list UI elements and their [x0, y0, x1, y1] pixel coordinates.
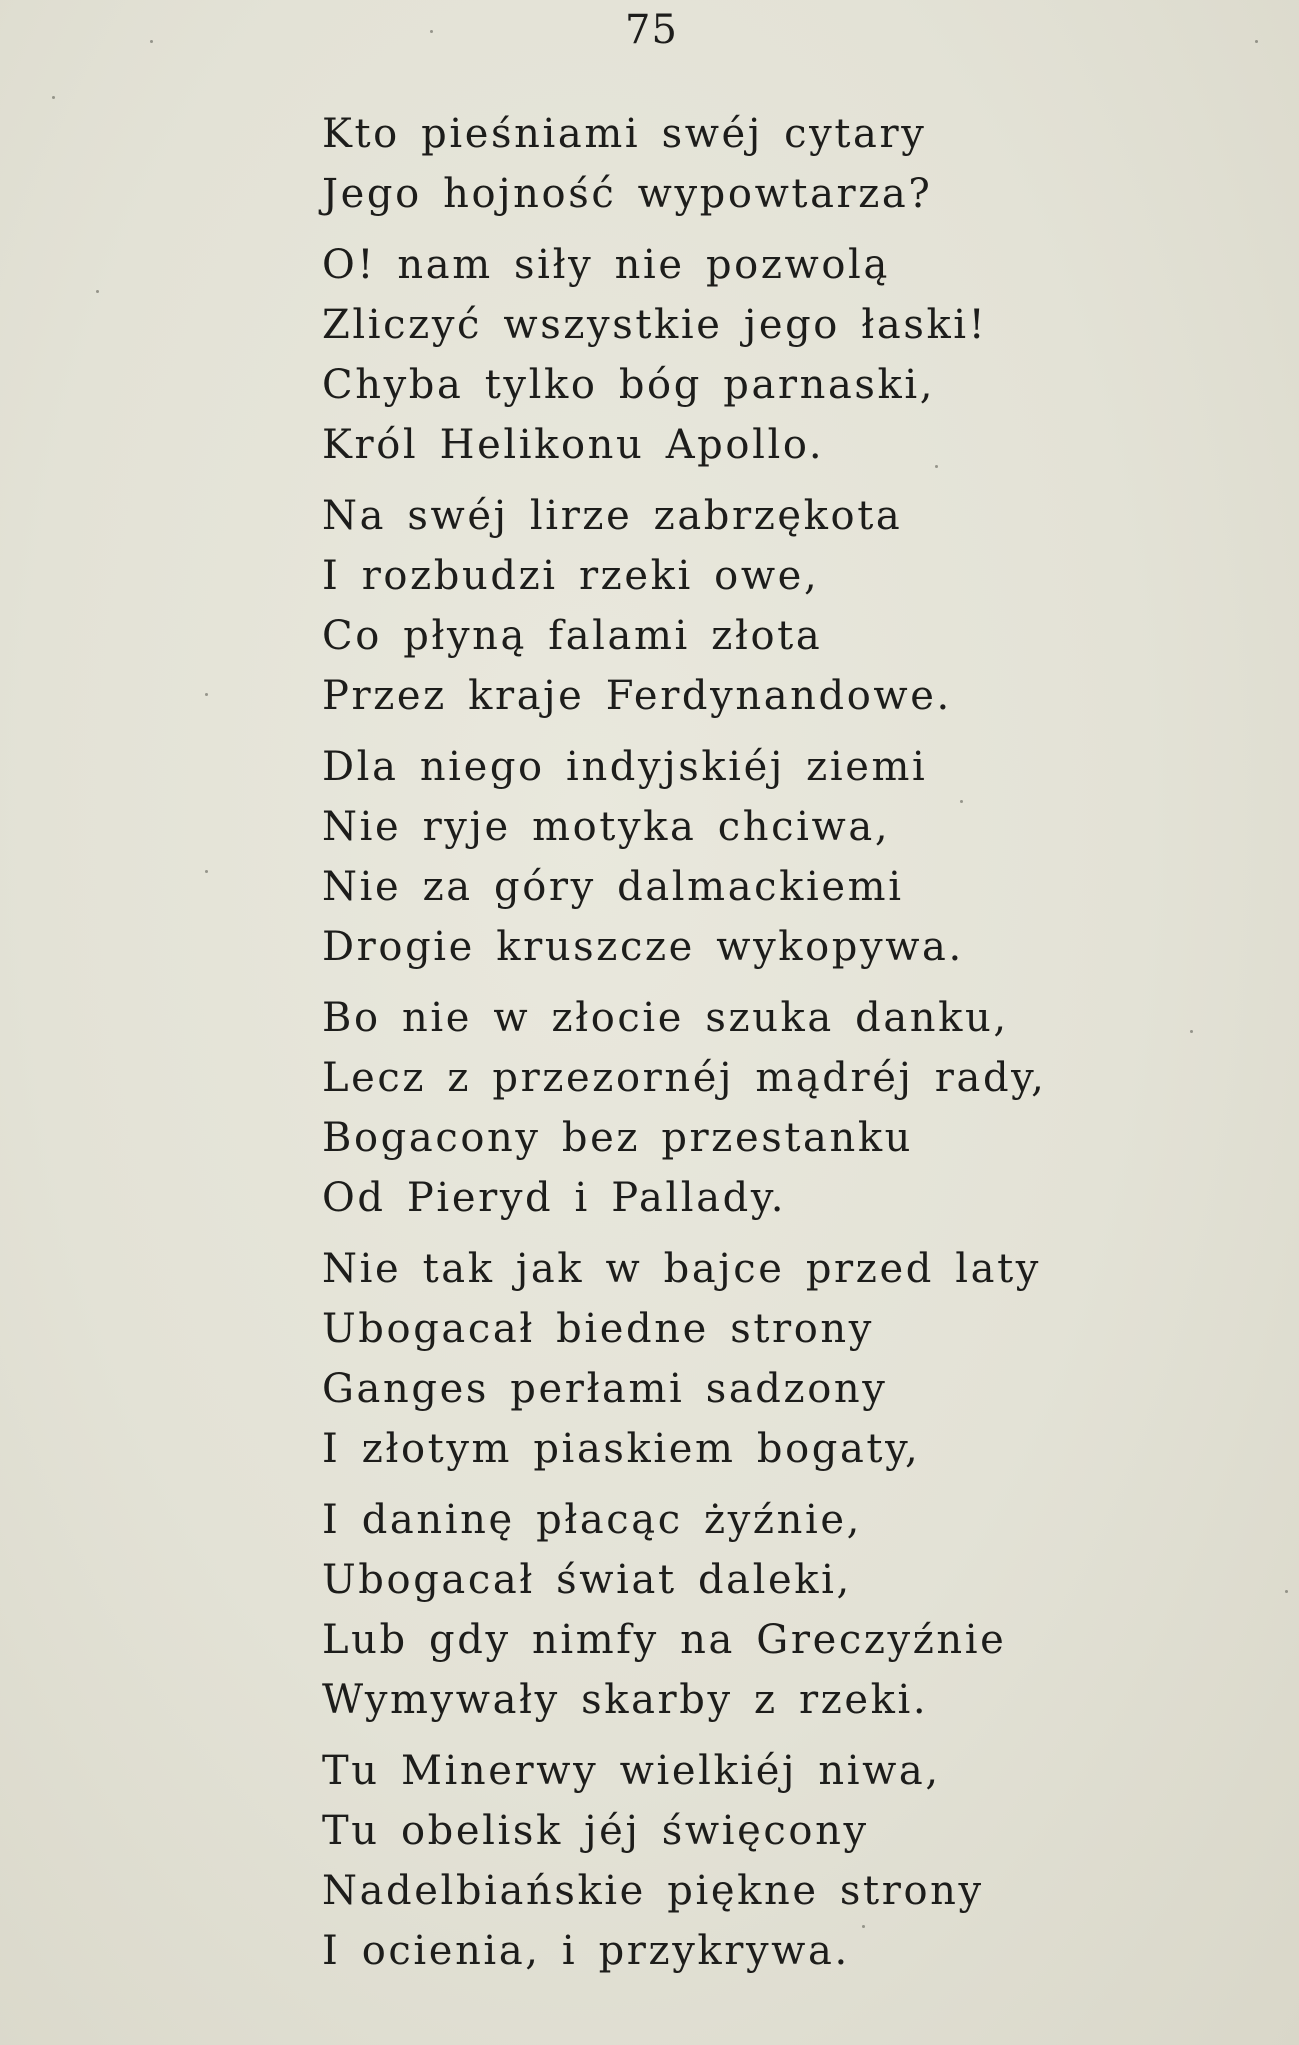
poem-line: Zliczyć wszystkie jego łaski! [322, 302, 988, 348]
paper-speck [150, 40, 153, 43]
poem-line: Nadelbiańskie piękne strony [322, 1868, 984, 1914]
poem [322, 104, 1082, 1981]
stanza-1 [322, 104, 1082, 224]
poem-line: Król Helikonu Apollo. [322, 422, 825, 468]
stanza-3 [322, 486, 1082, 726]
paper-speck [52, 96, 55, 99]
poem-line: Nie za góry dalmackiemi [322, 864, 904, 910]
paper-speck [935, 465, 938, 468]
poem-line: Tu Minerwy wielkiéj niwa, [322, 1748, 941, 1794]
page-number: 75 [625, 7, 678, 53]
poem-line: Tu obelisk jéj święcony [322, 1808, 869, 1854]
poem-line: I ocienia, i przykrywa. [322, 1928, 850, 1974]
poem-line: I daninę płacąc żyźnie, [322, 1497, 862, 1543]
poem-line: Lub gdy nimfy na Greczyźnie [322, 1617, 1007, 1663]
paper-speck [96, 290, 99, 293]
poem-line: Drogie kruszcze wykopywa. [322, 924, 964, 970]
poem-line: I złotym piaskiem bogaty, [322, 1426, 921, 1472]
stanza-2 [322, 235, 1082, 475]
poem-line: Lecz z przezornéj mądréj rady, [322, 1055, 1047, 1101]
poem-line: I rozbudzi rzeki owe, [322, 553, 820, 599]
poem-line: Ganges perłami sadzony [322, 1366, 888, 1412]
poem-line: Wymywały skarby z rzeki. [322, 1677, 929, 1723]
stanza-5 [322, 988, 1082, 1228]
poem-line: Przez kraje Ferdynandowe. [322, 673, 952, 719]
poem-line: Bo nie w złocie szuka danku, [322, 995, 1009, 1041]
paper-speck [862, 1925, 865, 1928]
paper-speck [1190, 1030, 1193, 1033]
poem-line: Bogacony bez przestanku [322, 1115, 914, 1161]
poem-line: Nie ryje motyka chciwa, [322, 804, 891, 850]
poem-line: Ubogacał świat daleki, [322, 1557, 852, 1603]
poem-line: O! nam siły nie pozwolą [322, 242, 890, 288]
paper-speck [1285, 1590, 1288, 1593]
poem-line: Na swéj lirze zabrzękota [322, 493, 903, 539]
poem-line: Dla niego indyjskiéj ziemi [322, 744, 928, 790]
poem-line: Kto pieśniami swéj cytary [322, 111, 927, 157]
paper-speck [205, 693, 208, 696]
paper-speck [960, 800, 963, 803]
poem-line: Chyba tylko bóg parnaski, [322, 362, 936, 408]
paper-speck [1255, 40, 1258, 43]
stanza-4 [322, 737, 1082, 977]
poem-line: Co płyną falami złota [322, 613, 823, 659]
paper-speck [430, 30, 433, 33]
poem-line: Jego hojność wypowtarza? [322, 171, 933, 217]
poem-line: Nie tak jak w bajce przed laty [322, 1246, 1041, 1292]
poem-line: Ubogacał biedne strony [322, 1306, 874, 1352]
stanza-6 [322, 1239, 1082, 1479]
stanza-7 [322, 1490, 1082, 1730]
paper-speck [205, 870, 208, 873]
stanza-8 [322, 1741, 1082, 1981]
poem-line: Od Pieryd i Pallady. [322, 1175, 787, 1221]
